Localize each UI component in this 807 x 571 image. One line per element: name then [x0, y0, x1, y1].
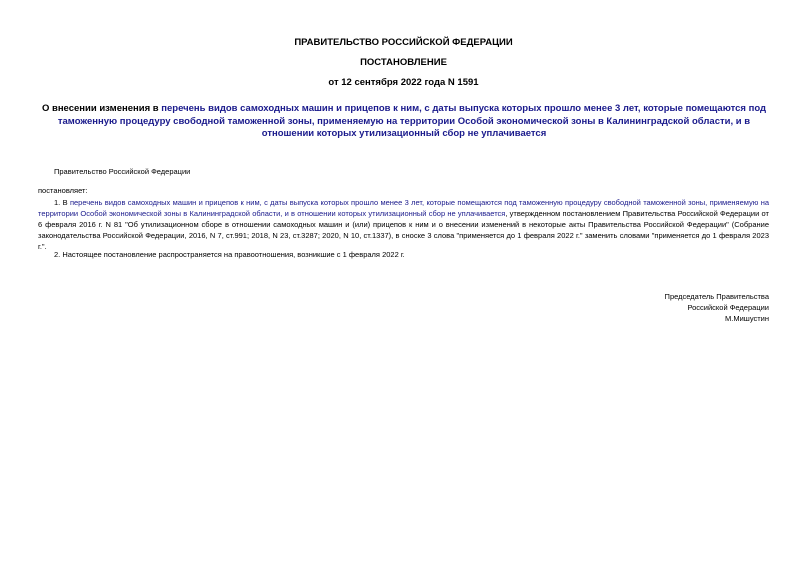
decrees-label: постановляет:	[38, 186, 88, 195]
paragraph-2: 2. Настоящее постановление распространяется на правоотношения, возникшие с 1 февраля 2022 г.	[54, 250, 405, 259]
issuer: Правительство Российской Федерации	[54, 167, 191, 176]
p1-rest: , утвержденном постановлением Правительства Российской Федерации от 6 февраля 2016 г. N 81 "Об утилизационном сборе в отношении самоходных машин и (или) прицепов к ним и о внесении изменений в некоторые акты Правительства Российской Федерации" (Собрание законодательства Российской Федерации, 2016, N 7, ст.991; 2018, N 23, ст.3287; 2020, N 10, ст.1337), в сноске 3 слова "применяется до 1 февраля 2022 г." заменить словами "применяется до 1 февраля 2023 г.".	[38, 209, 769, 251]
paragraph-1	[38, 197, 769, 252]
signature-org: Российской Федерации	[687, 303, 769, 312]
p1-link[interactable]: перечень видов самоходных машин и прицепов к ним, с даты выпуска которых прошло менее 3 лет, которые помещаются под таможенную процедуру свободной таможенной зоны, применяемую на территории Особой экономической зоны в Калининградской области, и в отношении которых утилизационный сбор не уплачивается	[38, 198, 770, 218]
document-title	[36, 103, 772, 141]
document-type: ПОСТАНОВЛЕНИЕ	[360, 57, 447, 68]
title-prefix: О внесении изменения в	[41, 103, 162, 114]
government-heading: ПРАВИТЕЛЬСТВО РОССИЙСКОЙ ФЕДЕРАЦИИ	[294, 37, 513, 48]
date-number: от 12 сентября 2022 года N 1591	[328, 77, 479, 88]
signature-position: Председатель Правительства	[664, 292, 769, 301]
signature-block	[665, 291, 769, 324]
title-link[interactable]: перечень видов самоходных машин и прицепов к ним, с даты выпуска которых прошло менее 3 лет, которые помещаются под таможенную процедуру свободной таможенной зоны, применяемую на территории Особой экономической зоны в Калининградской области, и в отношении которых утилизационный сбор не уплачивается	[57, 103, 767, 139]
signature-name: М.Мишустин	[725, 314, 769, 323]
p1-prefix: 1. В	[54, 198, 70, 207]
